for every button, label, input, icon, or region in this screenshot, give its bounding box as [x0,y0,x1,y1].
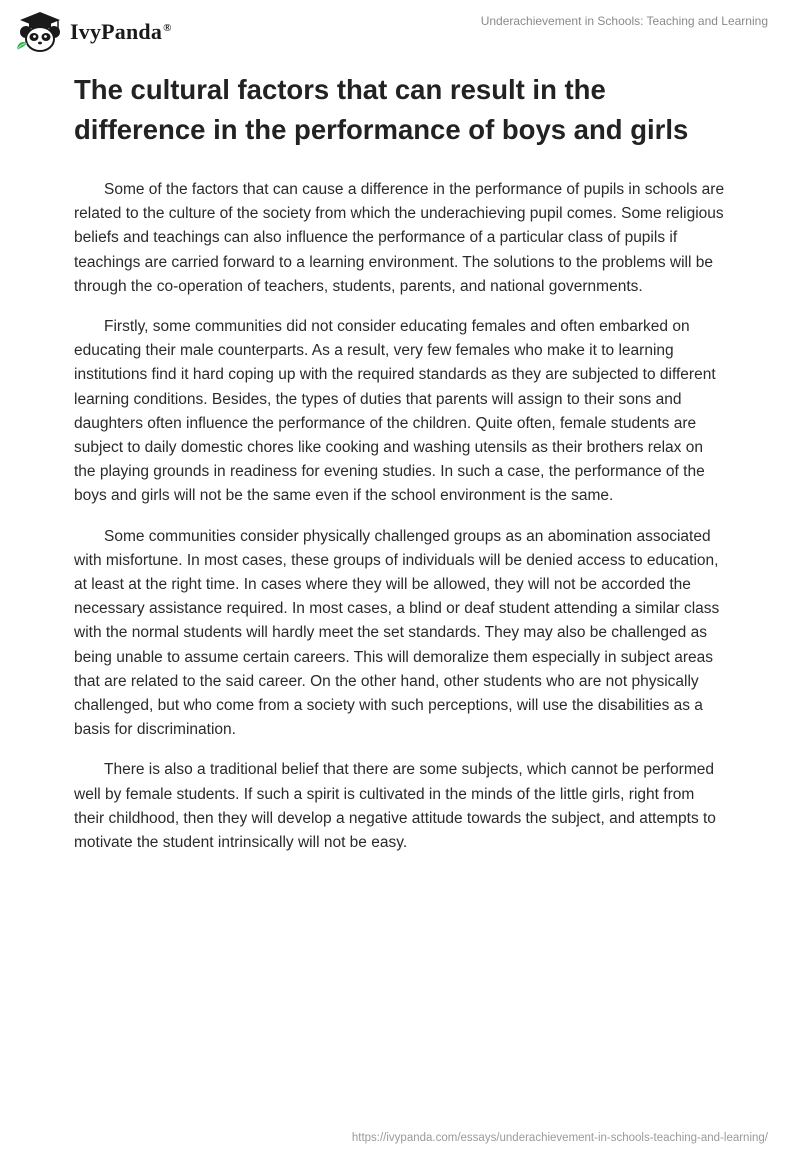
page-header [0,0,800,56]
section-title: The cultural factors that can result in the difference in the performance of boys and girls [74,74,689,145]
registered-mark: ® [163,21,172,34]
source-url[interactable]: https://ivypanda.com/essays/underachievement-in-schools-teaching-and-learning/ [351,1132,768,1144]
ivypanda-logo[interactable] [14,10,172,54]
paragraph: Firstly, some communities did not consider educating females and often embarked on educating their male counterparts. As a result, very few females who make it to learning institutions find it hard coping up with the required standards as they are subjected to different learning conditions. Besides, the types of duties that parents will assign to their sons and daughters often influence the performance of the children. Quite often, female students are subject to daily domestic chores like cooking and washing utensils as their brothers relax on the playing grounds in readiness for evening studies. In such a case, the performance of the boys and girls will not be the same even if the school environment is the same. [74,318,716,505]
paragraph: Some of the factors that can cause a difference in the performance of pupils in schools are related to the culture of the society from which the underachieving pupil comes. Some religious beliefs and teachings can also influence the performance of a particular class of pupils if teachings are carried forward to a learning environment. The solutions to the problems will be through the co-operation of teachers, students, parents, and national governments. [74,181,725,295]
paragraph: There is also a traditional belief that there are some subjects, which cannot be performed well by female students. If such a spirit is cultivated in the minds of the little girls, right from their childhood, then they will develop a negative attitude towards the subject, and attempts to motivate the student intrinsically will not be easy. [74,761,716,852]
logo-text: IvyPanda® [70,19,172,44]
paragraph: Some communities consider physically challenged groups as an abomination associated with misfortune. In most cases, these groups of individuals will be denied access to education, at least at the right time. In cases where they will be allowed, they will not be accorded the necessary assistance required. In most cases, a blind or deaf student attending a similar class with the normal students will hardly meet the set standards. They may also be challenged as being unable to assume certain careers. This will demoralize them especially in subject areas that are related to the said career. On the other hand, other students who are not physically challenged, but who come from a society with such perceptions, will use the disabilities as a basis for discrimination. [74,527,720,739]
article-body [74,70,726,871]
panda-graduate-icon [14,10,66,54]
running-title: Underachievement in Schools: Teaching and Learning [480,14,768,28]
